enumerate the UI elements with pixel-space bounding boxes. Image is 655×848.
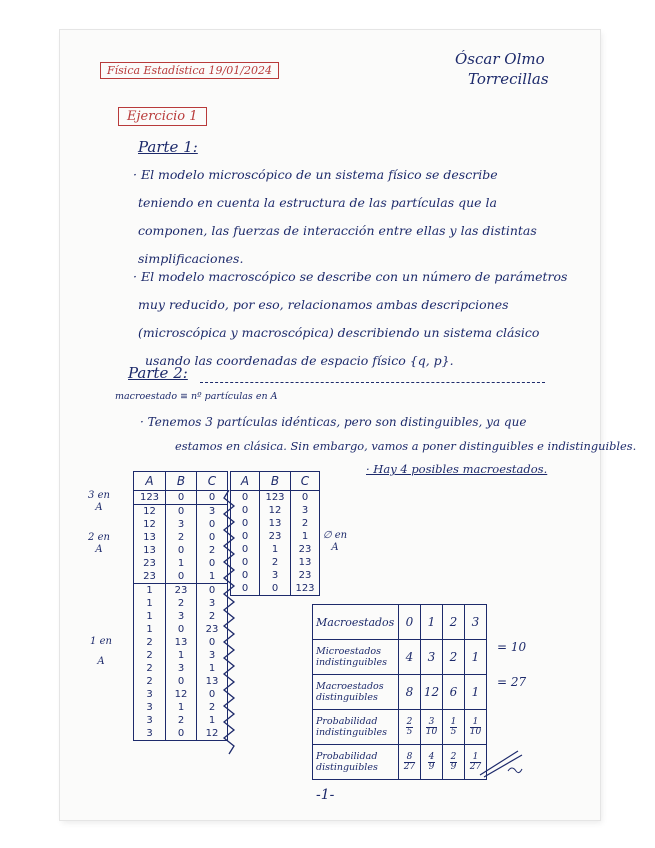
prob-indist-3 bbox=[465, 710, 487, 745]
state-cell: 1 bbox=[197, 714, 228, 727]
state-cell: 0 bbox=[166, 675, 197, 688]
zigzag-separator bbox=[222, 490, 236, 760]
state-row bbox=[134, 701, 228, 714]
state-cell: 1 bbox=[166, 701, 197, 714]
frac-den: 27 bbox=[469, 761, 482, 772]
state-row bbox=[231, 491, 320, 505]
state-row bbox=[134, 649, 228, 662]
page-number: -1- bbox=[316, 787, 335, 803]
state-row bbox=[231, 569, 320, 582]
state-cell: 123 bbox=[291, 582, 320, 596]
course-date: Física Estadística 19/01/2024 bbox=[107, 64, 272, 77]
state-cell: 1 bbox=[197, 570, 228, 584]
part1-para2-line: usando las coordenadas de espacio físico {q, p}. bbox=[145, 353, 454, 368]
state-cell: 12 bbox=[166, 688, 197, 701]
state-cell: 3 bbox=[166, 610, 197, 623]
state-cell: 0 bbox=[231, 491, 260, 505]
state-cell: 2 bbox=[166, 597, 197, 610]
state-cell: 23 bbox=[291, 543, 320, 556]
author-name-line1: Óscar Olmo bbox=[455, 50, 545, 68]
micro-indist-1: 3 bbox=[421, 640, 443, 675]
micro-indist-label bbox=[313, 640, 399, 675]
state-row bbox=[134, 570, 228, 584]
prob-indist-0 bbox=[399, 710, 421, 745]
state-row bbox=[134, 531, 228, 544]
state-cell: 3 bbox=[166, 662, 197, 675]
part1-para2-line: muy reducido, por eso, relacionamos ambas descripciones bbox=[138, 297, 509, 312]
state-cell: 3 bbox=[134, 727, 166, 741]
prob-dist-2 bbox=[443, 745, 465, 780]
state-cell: 2 bbox=[166, 531, 197, 544]
state-row bbox=[231, 504, 320, 517]
state-row bbox=[134, 636, 228, 649]
frac-den: 9 bbox=[450, 761, 457, 772]
frac-den: 5 bbox=[450, 726, 457, 737]
state-cell: 1 bbox=[134, 623, 166, 636]
part2-line2: estamos en clásica. Sin embargo, vamos a poner distinguibles e indistinguibles. bbox=[175, 439, 637, 453]
state-cell: 2 bbox=[197, 701, 228, 714]
macrostate-table bbox=[312, 604, 487, 780]
state-row bbox=[231, 530, 320, 543]
state-row bbox=[134, 491, 228, 505]
state-cell: 3 bbox=[260, 569, 291, 582]
state-cell: 0 bbox=[197, 688, 228, 701]
prob-indist-2 bbox=[443, 710, 465, 745]
state-cell: 2 bbox=[197, 544, 228, 557]
state-row bbox=[134, 662, 228, 675]
state-cell: 2 bbox=[134, 636, 166, 649]
state-cell: 23 bbox=[134, 570, 166, 584]
prob-dist-1 bbox=[421, 745, 443, 780]
macro-dist-2: 6 bbox=[443, 675, 465, 710]
state-cell: 13 bbox=[134, 531, 166, 544]
macrostate-definition: macroestado ≡ nº partículas en A bbox=[115, 391, 278, 402]
state-cell: 3 bbox=[166, 518, 197, 531]
state-cell: 0 bbox=[166, 544, 197, 557]
state-cell: 0 bbox=[231, 504, 260, 517]
state-row bbox=[134, 505, 228, 519]
frac-num: 1 bbox=[450, 716, 457, 727]
state-cell: 13 bbox=[291, 556, 320, 569]
label-2-in-a bbox=[86, 532, 112, 556]
state-cell: 2 bbox=[134, 675, 166, 688]
signature bbox=[478, 745, 528, 779]
state-row bbox=[231, 556, 320, 569]
state-cell: 3 bbox=[134, 688, 166, 701]
label-3-in-a-l2: A bbox=[95, 502, 103, 513]
state-cell: 13 bbox=[260, 517, 291, 530]
state-row bbox=[134, 675, 228, 688]
state-cell: 123 bbox=[134, 491, 166, 505]
exercise-title-box bbox=[118, 107, 207, 126]
state-cell: 23 bbox=[166, 584, 197, 598]
macro-header-label: Macroestados bbox=[313, 605, 399, 640]
state-cell: 0 bbox=[197, 636, 228, 649]
frac-num: 3 bbox=[426, 718, 437, 728]
macro-dist-0: 8 bbox=[399, 675, 421, 710]
label-1-in-a-l2: A bbox=[97, 656, 105, 667]
state-cell: 3 bbox=[197, 649, 228, 662]
frac-num: 1 bbox=[470, 753, 481, 763]
state-cell: 2 bbox=[134, 662, 166, 675]
frac-num: 2 bbox=[450, 751, 457, 762]
state-cell: 0 bbox=[197, 557, 228, 570]
frac-num: 1 bbox=[470, 718, 481, 728]
state-cell: 2 bbox=[134, 649, 166, 662]
macro-dist-3: 1 bbox=[465, 675, 487, 710]
state-cell: 0 bbox=[166, 727, 197, 741]
state-cell: 0 bbox=[197, 518, 228, 531]
label-0-in-a-l1: ∅ en bbox=[322, 530, 348, 541]
state-cell: 0 bbox=[260, 582, 291, 596]
state-cell: 1 bbox=[166, 557, 197, 570]
state-cell: 0 bbox=[197, 584, 228, 598]
macro-dist-1: 12 bbox=[421, 675, 443, 710]
label-2-in-a-l1: 2 en bbox=[88, 532, 110, 543]
state-cell: 0 bbox=[231, 556, 260, 569]
state-cell: 13 bbox=[166, 636, 197, 649]
col-header-b: B bbox=[166, 472, 197, 491]
state-table-right bbox=[230, 471, 320, 596]
macrostates-note: · Hay 4 posibles macroestados. bbox=[366, 462, 548, 476]
col-header-a2: A bbox=[231, 472, 260, 491]
state-cell: 3 bbox=[197, 505, 228, 519]
state-cell: 2 bbox=[291, 517, 320, 530]
macro-dist-label bbox=[313, 675, 399, 710]
state-row bbox=[134, 727, 228, 741]
frac-num: 8 bbox=[404, 753, 415, 763]
frac-num: 4 bbox=[428, 751, 435, 762]
micro-indist-label-l2: indistinguibles bbox=[316, 657, 387, 668]
col-header-b2: B bbox=[260, 472, 291, 491]
macro-header-2: 2 bbox=[443, 605, 465, 640]
label-3-in-a bbox=[86, 490, 112, 514]
state-row bbox=[231, 517, 320, 530]
state-row bbox=[134, 688, 228, 701]
state-row bbox=[134, 584, 228, 598]
state-cell: 0 bbox=[197, 491, 228, 505]
state-cell: 12 bbox=[197, 727, 228, 741]
state-cell: 3 bbox=[134, 714, 166, 727]
part1-para2-line: (microscópica y macroscópica) describiendo un sistema clásico bbox=[138, 325, 540, 340]
state-cell: 12 bbox=[260, 504, 291, 517]
state-cell: 13 bbox=[134, 544, 166, 557]
macro-dist-total: = 27 bbox=[497, 675, 527, 689]
state-cell: 0 bbox=[231, 543, 260, 556]
frac-den: 27 bbox=[403, 761, 416, 772]
part1-heading: Parte 1: bbox=[138, 138, 198, 156]
section-divider bbox=[200, 382, 545, 383]
state-cell: 12 bbox=[134, 518, 166, 531]
part1-para2-line: · El modelo macroscópico se describe con un número de parámetros bbox=[133, 269, 568, 284]
col-header-c: C bbox=[197, 472, 228, 491]
state-cell: 1 bbox=[134, 597, 166, 610]
col-header-c2: C bbox=[291, 472, 320, 491]
part2-line1: · Tenemos 3 partículas idénticas, pero son distinguibles, ya que bbox=[140, 415, 527, 429]
label-1-in-a bbox=[88, 636, 114, 668]
micro-indist-3: 1 bbox=[465, 640, 487, 675]
state-cell: 1 bbox=[134, 610, 166, 623]
state-cell: 123 bbox=[260, 491, 291, 505]
prob-dist-0 bbox=[399, 745, 421, 780]
part1-para1 bbox=[133, 161, 537, 273]
state-cell: 0 bbox=[231, 517, 260, 530]
label-2-in-a-l2: A bbox=[95, 544, 103, 555]
state-cell: 1 bbox=[291, 530, 320, 543]
part1-para1-line: teniendo en cuenta la estructura de las partículas que la bbox=[138, 195, 497, 210]
macro-header-1: 1 bbox=[421, 605, 443, 640]
state-cell: 2 bbox=[197, 610, 228, 623]
frac-den: 5 bbox=[406, 726, 413, 737]
state-cell: 0 bbox=[231, 582, 260, 596]
label-3-in-a-l1: 3 en bbox=[88, 490, 110, 501]
label-0-in-a-l2: A bbox=[331, 542, 339, 553]
state-row bbox=[231, 543, 320, 556]
state-cell: 2 bbox=[260, 556, 291, 569]
state-cell: 3 bbox=[134, 701, 166, 714]
part1-para1-line: simplificaciones. bbox=[138, 251, 244, 266]
state-cell: 1 bbox=[260, 543, 291, 556]
state-row bbox=[134, 714, 228, 727]
part1-para1-line: componen, las fuerzas de interacción entre ellas y las distintas bbox=[138, 223, 537, 238]
state-cell: 23 bbox=[134, 557, 166, 570]
macro-header-0: 0 bbox=[399, 605, 421, 640]
state-cell: 1 bbox=[134, 584, 166, 598]
state-row bbox=[134, 518, 228, 531]
state-row bbox=[134, 597, 228, 610]
label-0-in-a bbox=[322, 530, 348, 554]
state-cell: 0 bbox=[231, 569, 260, 582]
state-row bbox=[134, 623, 228, 636]
col-header-a: A bbox=[134, 472, 166, 491]
state-row bbox=[231, 582, 320, 596]
state-cell: 0 bbox=[291, 491, 320, 505]
micro-indist-total: = 10 bbox=[497, 640, 527, 654]
macro-dist-label-l1: Macroestados bbox=[316, 681, 384, 692]
state-cell: 0 bbox=[197, 531, 228, 544]
state-cell: 0 bbox=[166, 505, 197, 519]
frac-den: 10 bbox=[469, 726, 482, 737]
state-cell: 0 bbox=[166, 491, 197, 505]
state-cell: 0 bbox=[231, 530, 260, 543]
micro-indist-2: 2 bbox=[443, 640, 465, 675]
exercise-title: Ejercicio 1 bbox=[127, 109, 198, 124]
prob-indist-label-l1: Probabilidad bbox=[316, 716, 378, 727]
prob-dist-label-l1: Probabilidad bbox=[316, 751, 378, 762]
micro-indist-label-l1: Microestados bbox=[316, 646, 382, 657]
label-1-in-a-l1: 1 en bbox=[90, 636, 112, 647]
frac-num: 2 bbox=[406, 716, 413, 727]
state-cell: 3 bbox=[197, 597, 228, 610]
prob-dist-label bbox=[313, 745, 399, 780]
state-cell: 1 bbox=[197, 662, 228, 675]
state-row bbox=[134, 557, 228, 570]
prob-indist-label-l2: indistinguibles bbox=[316, 727, 387, 738]
state-cell: 0 bbox=[166, 570, 197, 584]
prob-indist-label bbox=[313, 710, 399, 745]
course-date-box bbox=[100, 62, 279, 79]
state-cell: 0 bbox=[166, 623, 197, 636]
state-cell: 13 bbox=[197, 675, 228, 688]
state-row bbox=[134, 610, 228, 623]
micro-indist-0: 4 bbox=[399, 640, 421, 675]
state-cell: 23 bbox=[260, 530, 291, 543]
state-row bbox=[134, 544, 228, 557]
state-cell: 2 bbox=[166, 714, 197, 727]
macro-header-3: 3 bbox=[465, 605, 487, 640]
state-cell: 12 bbox=[134, 505, 166, 519]
part2-heading: Parte 2: bbox=[128, 364, 188, 382]
state-cell: 23 bbox=[197, 623, 228, 636]
frac-den: 9 bbox=[428, 761, 435, 772]
state-cell: 3 bbox=[291, 504, 320, 517]
prob-dist-label-l2: distinguibles bbox=[316, 762, 378, 773]
frac-den: 10 bbox=[425, 726, 438, 737]
prob-indist-1 bbox=[421, 710, 443, 745]
author-name-line2: Torrecillas bbox=[468, 70, 549, 88]
state-cell: 1 bbox=[166, 649, 197, 662]
part1-para2 bbox=[133, 263, 567, 375]
state-cell: 23 bbox=[291, 569, 320, 582]
state-table-left bbox=[133, 471, 228, 741]
part1-para1-line: · El modelo microscópico de un sistema físico se describe bbox=[133, 167, 498, 182]
macro-dist-label-l2: distinguibles bbox=[316, 692, 378, 703]
